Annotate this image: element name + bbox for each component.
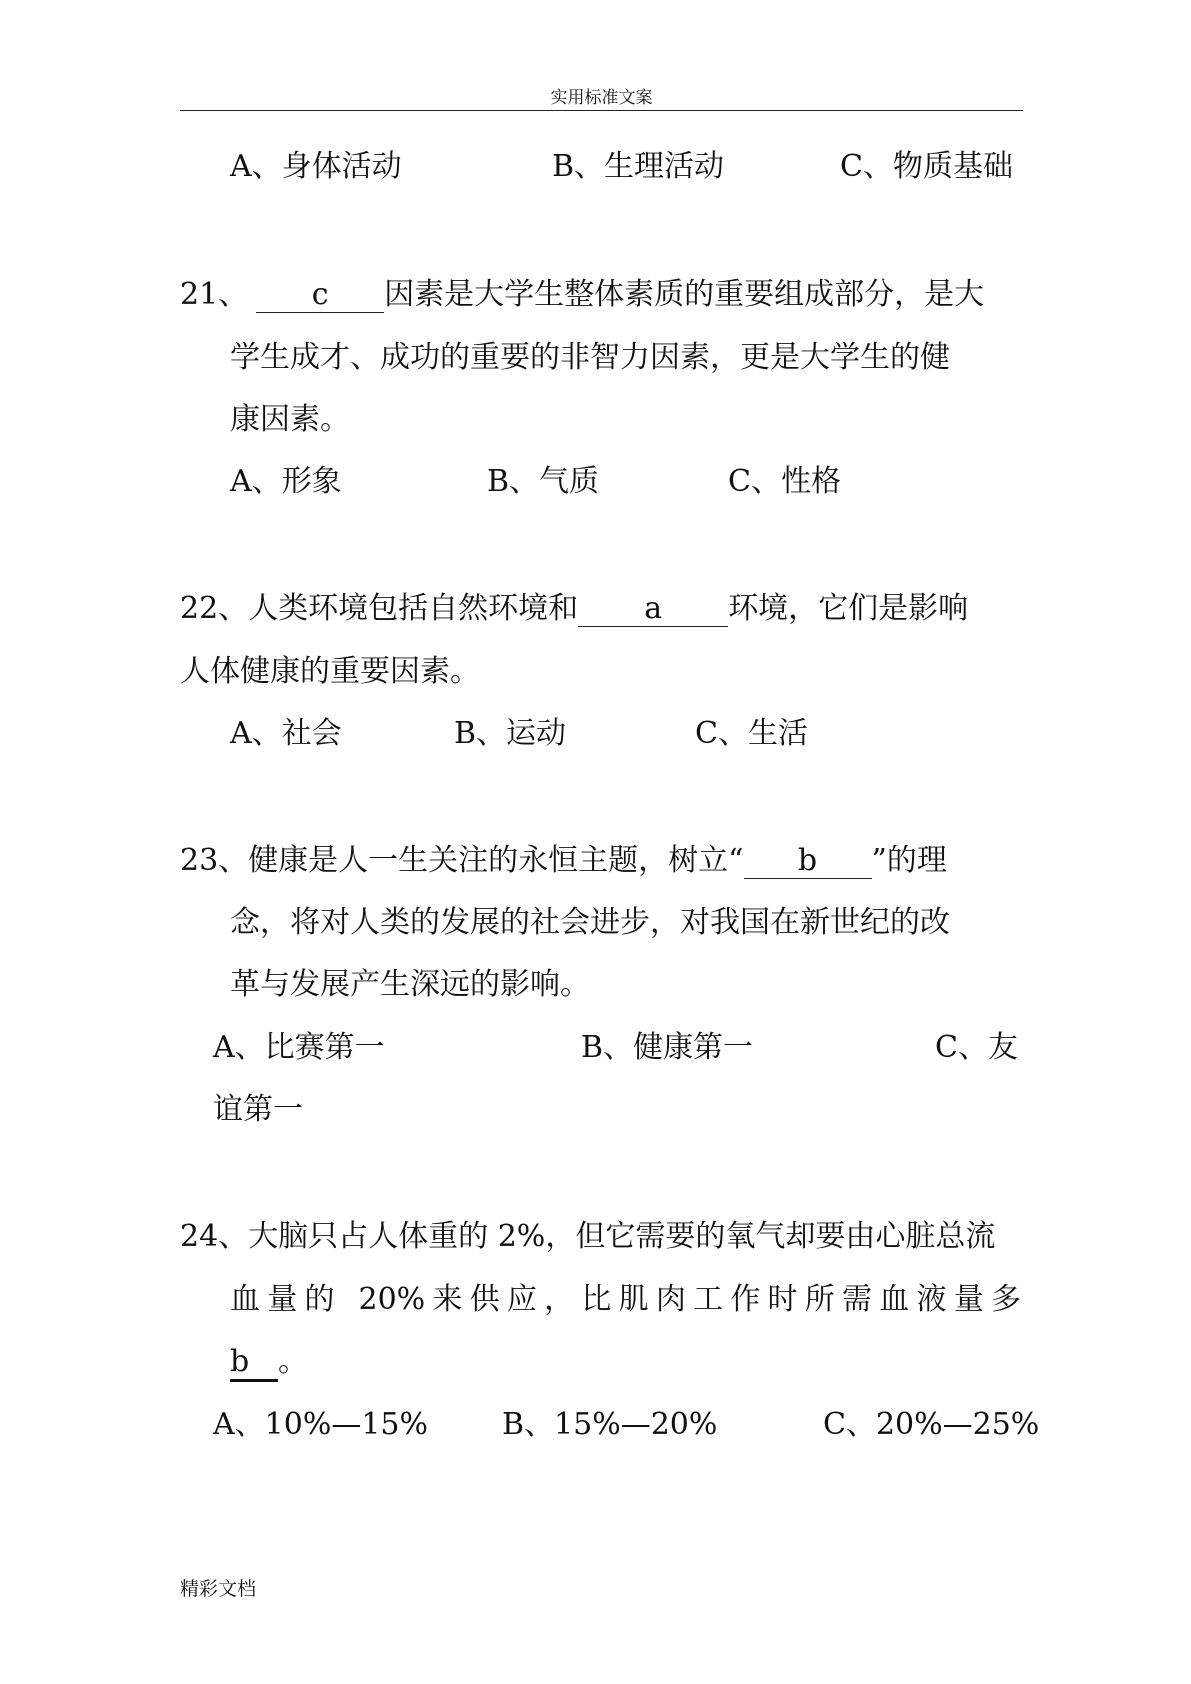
q22-line1 [180, 592, 968, 627]
q21-number: 21、 [180, 277, 249, 312]
q22-number: 22、 [180, 591, 249, 626]
q24-line1 [180, 1220, 995, 1254]
q24-text-line1: 大脑只占人体重的 2%，但它需要的氧气却要由心脏总流 [248, 1219, 996, 1254]
q24-answer-blank: b [230, 1345, 278, 1382]
q22-option-b: B、运动 [454, 716, 567, 751]
q23-option-c-cont: 谊第一 [213, 1092, 303, 1127]
q21-option-a: A、形象 [230, 464, 342, 499]
q20-option-b: B、生理活动 [552, 149, 725, 184]
q24-option-b: B、15%—20% [502, 1407, 718, 1442]
q24-option-a: A、10%—15% [213, 1407, 429, 1442]
q22-text-pre: 人类环境包括自然环境和 [248, 591, 579, 626]
q23-text-pre: 健康是人一生关注的永恒主题，树立“ [248, 843, 744, 878]
q23-option-c: C、友 [935, 1030, 1018, 1065]
header-rule [180, 110, 1023, 111]
q24-line2: 血量的 20%来供应，比肌肉工作时所需血液量多 [230, 1282, 1021, 1317]
q23-option-a: A、比赛第一 [213, 1030, 385, 1065]
q22-line2: 人体健康的重要因素。 [180, 654, 480, 689]
q21-option-c: C、性格 [728, 464, 841, 499]
q24-option-c: C、20%—25% [823, 1407, 1040, 1442]
q21-text: 因素是大学生整体素质的重要组成部分，是大 [384, 277, 985, 312]
q23-line2: 念，将对人类的发展的社会进步，对我国在新世纪的改 [230, 905, 950, 940]
page-header: 实用标准文案 [550, 88, 653, 108]
q23-line1 [180, 844, 947, 879]
q22-option-c: C、生活 [695, 716, 808, 751]
q24-line3 [230, 1345, 308, 1382]
q21-line1 [180, 278, 984, 313]
page-footer: 精彩文档 [180, 1578, 257, 1600]
q24-number: 24、 [180, 1219, 249, 1254]
q23-text-post: ”的理 [871, 843, 947, 878]
q23-number: 23、 [180, 843, 249, 878]
q22-text-post: 环境，它们是影响 [728, 591, 969, 626]
q21-answer-blank: c [256, 278, 384, 313]
q23-option-b: B、健康第一 [581, 1030, 754, 1065]
q20-option-c: C、物质基础 [840, 149, 1013, 184]
q22-answer-blank: a [578, 592, 728, 627]
q24-text-post: 。 [278, 1344, 308, 1379]
q21-option-b: B、气质 [487, 464, 600, 499]
q21-line3: 康因素。 [230, 402, 350, 437]
q21-line2: 学生成才、成功的重要的非智力因素，更是大学生的健 [230, 340, 950, 375]
q23-answer-blank: b [744, 844, 872, 879]
q23-line3: 革与发展产生深远的影响。 [230, 967, 590, 1002]
q22-option-a: A、社会 [230, 716, 342, 751]
q20-option-a: A、身体活动 [230, 149, 402, 184]
